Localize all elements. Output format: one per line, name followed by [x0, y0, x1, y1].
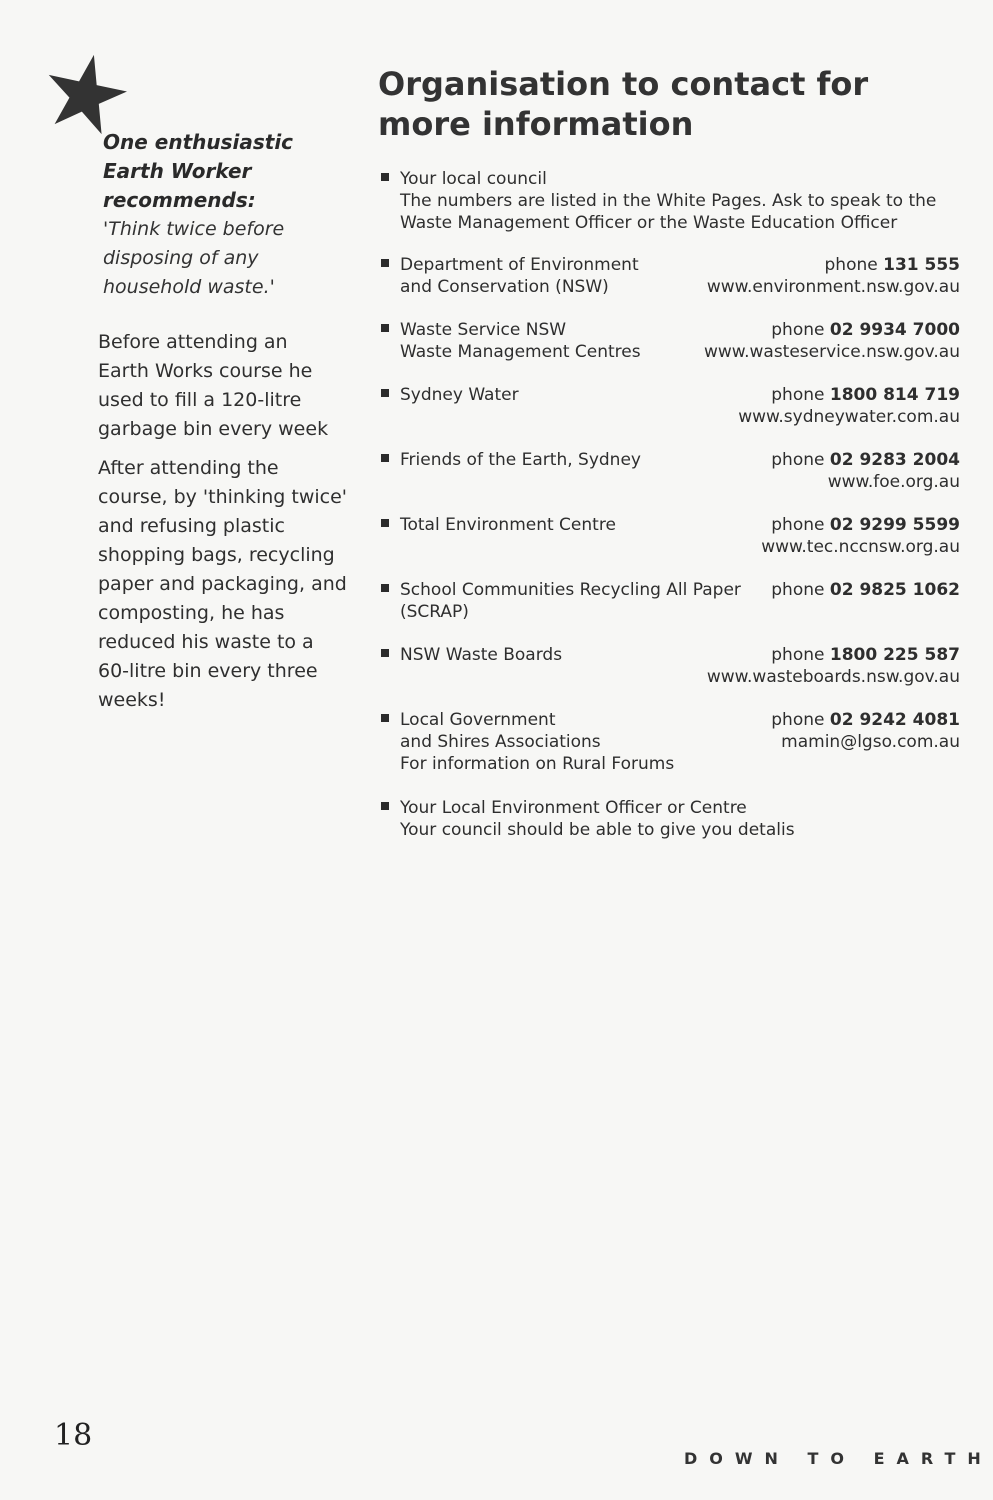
phone-label: phone — [771, 645, 825, 665]
organisation-name: Department of Environment and Conservation (NSW) — [400, 255, 639, 297]
website: www.foe.org.au — [827, 472, 960, 492]
bullet-icon — [381, 454, 389, 462]
organisation-name: Your local council The numbers are listed in the White Pages. Ask to speak to the Waste Management Officer or the Waste Education Officer — [400, 169, 937, 233]
phone-number: 1800 225 587 — [829, 645, 960, 665]
contact-details — [761, 514, 960, 558]
list-item — [378, 384, 960, 449]
bullet-icon — [381, 519, 389, 527]
phone-number: 131 555 — [883, 255, 960, 275]
bullet-icon — [381, 259, 389, 267]
phone-number: 02 9299 5599 — [829, 515, 960, 535]
organisation-list — [378, 168, 960, 847]
bullet-icon — [381, 389, 389, 397]
phone-label: phone — [771, 580, 825, 600]
sidebar — [98, 128, 363, 725]
list-item — [378, 797, 960, 847]
bullet-icon — [381, 584, 389, 592]
quote-attribution: One enthusiastic Earth Worker recommends: — [103, 130, 294, 212]
list-item — [378, 168, 960, 254]
after-paragraph: After attending the course, by 'thinking twice' and refusing plastic shopping bags, recycling paper and packaging, and composting, he has reduced his waste to a 60-litre bin every three weeks! — [98, 457, 348, 711]
phone-label: phone — [771, 320, 825, 340]
quote-text: 'Think twice before disposing of any household waste.' — [103, 218, 285, 298]
list-item — [378, 579, 960, 644]
list-item — [378, 254, 960, 319]
before-paragraph: Before attending an Earth Works course he used to fill a 120-litre garbage bin every week — [98, 331, 329, 440]
website: www.environment.nsw.gov.au — [706, 277, 960, 297]
list-item — [378, 319, 960, 384]
contact-details — [707, 644, 960, 688]
bullet-icon — [381, 802, 389, 810]
contact-details — [771, 449, 960, 493]
phone-number: 02 9825 1062 — [829, 580, 960, 600]
contact-details — [707, 254, 960, 298]
contact-details — [771, 579, 960, 601]
organisation-name: Sydney Water — [400, 385, 519, 405]
organisation-name: Local Government and Shires Associations For information on Rural Forums — [400, 710, 675, 774]
organisation-name: Waste Service NSW Waste Management Centres — [400, 320, 641, 362]
star-icon — [46, 54, 126, 130]
phone-number: 02 9283 2004 — [829, 450, 960, 470]
contact-details — [738, 384, 960, 428]
website: www.sydneywater.com.au — [738, 407, 960, 427]
contact-details — [771, 709, 960, 753]
website: www.wasteboards.nsw.gov.au — [706, 667, 960, 687]
phone-number: 02 9934 7000 — [829, 320, 960, 340]
list-item — [378, 709, 960, 797]
phone-number: 02 9242 4081 — [829, 710, 960, 730]
page-number: 18 — [54, 1418, 93, 1453]
email: mamin@lgso.com.au — [781, 732, 960, 752]
phone-label: phone — [824, 255, 878, 275]
contact-details — [704, 319, 960, 363]
organisation-name: Your Local Environment Officer or Centre Your council should be able to give you detalis — [400, 798, 795, 840]
bullet-icon — [381, 173, 389, 181]
website: www.tec.nccnsw.org.au — [761, 537, 960, 557]
bullet-icon — [381, 324, 389, 332]
list-item — [378, 449, 960, 514]
organisation-name: Friends of the Earth, Sydney — [400, 450, 641, 470]
website: www.wasteservice.nsw.gov.au — [703, 342, 960, 362]
phone-label: phone — [771, 450, 825, 470]
page-title: Organisation to contact for more information — [378, 65, 869, 143]
running-footer: DOWN TO EARTH — [684, 1449, 993, 1468]
list-item — [378, 514, 960, 579]
phone-label: phone — [771, 515, 825, 535]
bullet-icon — [381, 649, 389, 657]
list-item — [378, 644, 960, 709]
phone-label: phone — [771, 710, 825, 730]
bullet-icon — [381, 714, 389, 722]
organisation-name: School Communities Recycling All Paper (SCRAP) — [400, 580, 741, 622]
organisation-name: NSW Waste Boards — [400, 645, 563, 665]
phone-number: 1800 814 719 — [829, 385, 960, 405]
organisation-name: Total Environment Centre — [400, 515, 616, 535]
phone-label: phone — [771, 385, 825, 405]
